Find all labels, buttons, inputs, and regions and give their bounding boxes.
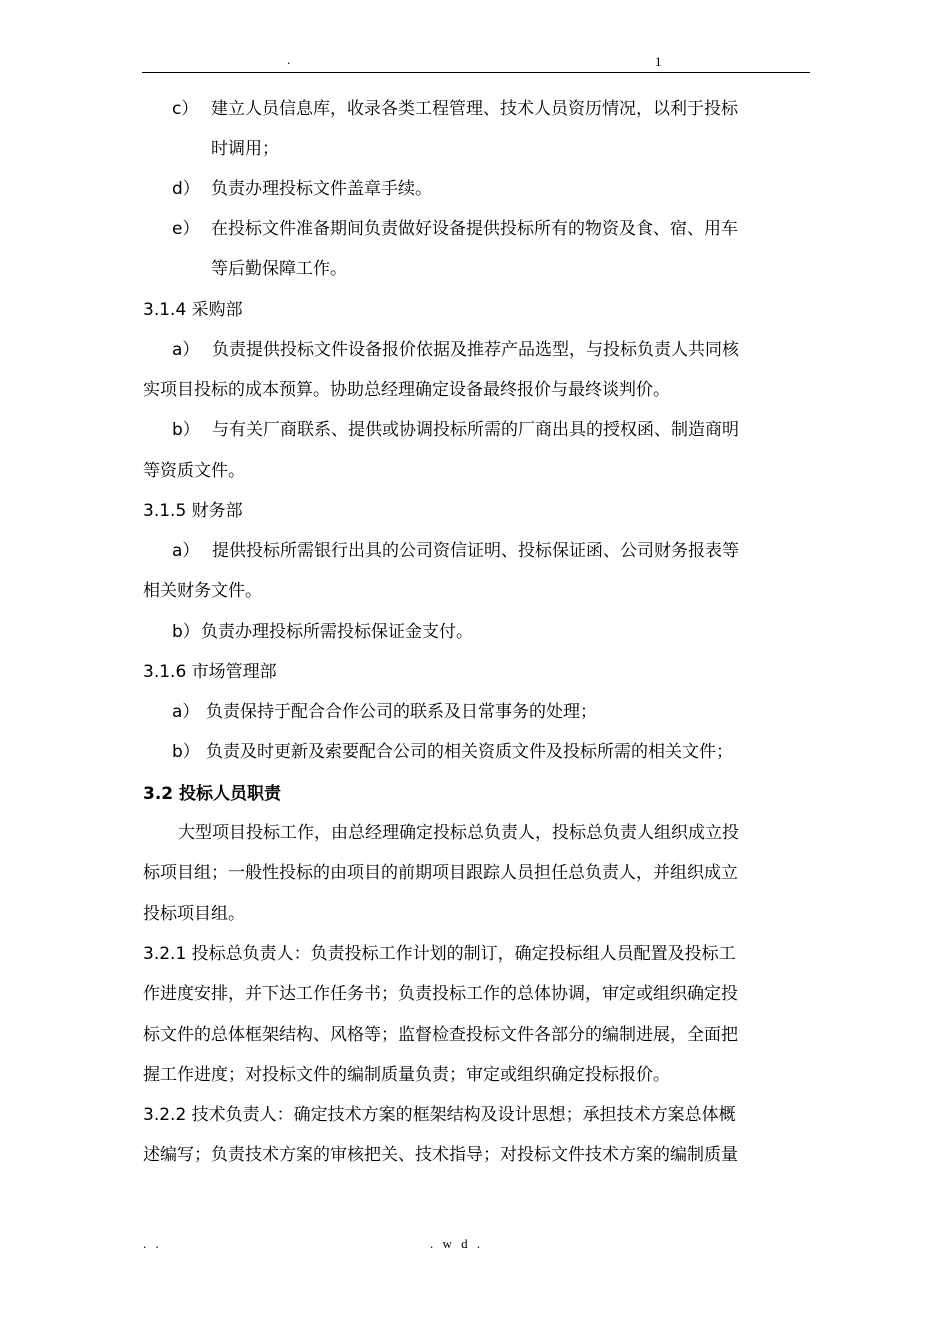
section-heading-3-1-4 [143,300,243,320]
item-label: a） [172,702,200,722]
paragraph-line [143,380,670,400]
heading-text: 3.1.6 市场管理部 [143,662,277,682]
item-text: 等后勤保障工作。 [211,259,347,279]
item-text: 标文件的总体框架结构、风格等；监督检查投标文件各部分的编制进展，全面把 [143,1025,738,1045]
list-item-a-market [172,702,597,722]
item-text: 述编写；负责技术方案的审核把关、技术指导；对投标文件技术方案的编制质量 [143,1145,738,1165]
item-text: 负责办理投标文件盖章手续。 [211,179,432,199]
item-text: 等资质文件。 [143,461,245,481]
heading-text: 3.2 投标人员职责 [143,784,282,804]
item-text: 负责保持于配合合作公司的联系及日常事务的处理； [206,702,597,722]
paragraph-line [143,1105,736,1125]
item-text: 负责提供投标文件设备报价依据及推荐产品选型，与投标负责人共同核 [212,340,739,360]
section-heading-3-1-6 [143,662,277,682]
item-text: 相关财务文件。 [143,581,262,601]
list-item-c-cont [211,139,279,159]
item-text: 实项目投标的成本预算。协助总经理确定设备最终报价与最终谈判价。 [143,380,670,400]
paragraph-line [143,1025,738,1045]
item-text: 时调用； [211,139,279,159]
paragraph-line [143,581,262,601]
item-text: 建立人员信息库，收录各类工程管理、技术人员资历情况，以利于投标 [211,99,738,119]
list-item-a-purchase [172,340,739,360]
item-text: 大型项目投标工作，由总经理确定投标总负责人，投标总负责人组织成立投 [178,823,739,843]
item-text: 与有关厂商联系、提供或协调投标所需的厂商出具的授权函、制造商明 [212,420,739,440]
paragraph-line [178,823,739,843]
item-label: b） [172,420,200,440]
paragraph-line [143,1145,738,1165]
page-header [142,52,810,73]
header-dot: . [287,52,291,67]
item-label: d） [172,179,200,199]
item-text: 3.2.1 投标总负责人：负责投标工作计划的制订，确定投标组人员配置及投标工 [143,944,736,964]
item-text: 3.2.2 技术负责人：确定技术方案的框架结构及设计思想；承担技术方案总体概 [143,1105,736,1125]
paragraph-line [143,904,245,924]
list-item-b-purchase [172,420,739,440]
item-text: 提供投标所需银行出具的公司资信证明、投标保证函、公司财务报表等 [212,541,739,561]
item-text: 握工作进度；对投标文件的编制质量负责；审定或组织确定投标报价。 [143,1065,670,1085]
footer-center: . w d . [430,1236,484,1251]
heading-text: 3.1.5 财务部 [143,501,243,521]
item-label: a） [172,340,200,360]
item-text: 在投标文件准备期间负责做好设备提供投标所有的物资及食、宿、用车 [211,219,738,239]
item-label: b） [172,622,200,642]
section-heading-3-1-5 [143,501,243,521]
item-text: 作进度安排，并下达工作任务书；负责投标工作的总体协调，审定或组织确定投 [143,984,738,1004]
item-label: e） [172,219,200,239]
list-item-e-cont [211,259,347,279]
list-item-a-finance [172,541,739,561]
page-number: 1 [655,54,662,69]
section-heading-3-2 [143,784,281,804]
item-text: 负责及时更新及索要配合公司的相关资质文件及投标所需的相关文件； [206,742,733,762]
list-item-d [172,179,432,199]
paragraph-line [143,1065,670,1085]
paragraph-line [143,984,738,1004]
item-text: 标项目组；一般性投标的由项目的前期项目跟踪人员担任总负责人，并组织成立 [143,863,738,883]
list-item-b-market [172,742,733,762]
item-label: a） [172,541,200,561]
footer-left: . . [143,1236,162,1251]
paragraph-line [143,863,738,883]
paragraph-line [143,944,736,964]
item-text: 投标项目组。 [143,904,245,924]
paragraph-line [143,461,245,481]
heading-text: 3.1.4 采购部 [143,300,243,320]
item-label: c） [172,99,199,119]
list-item-b-finance [172,622,473,642]
list-item-e [172,219,738,239]
list-item-c [172,99,738,119]
item-label: b） [172,742,200,762]
item-text: 负责办理投标所需投标保证金支付。 [201,622,473,642]
